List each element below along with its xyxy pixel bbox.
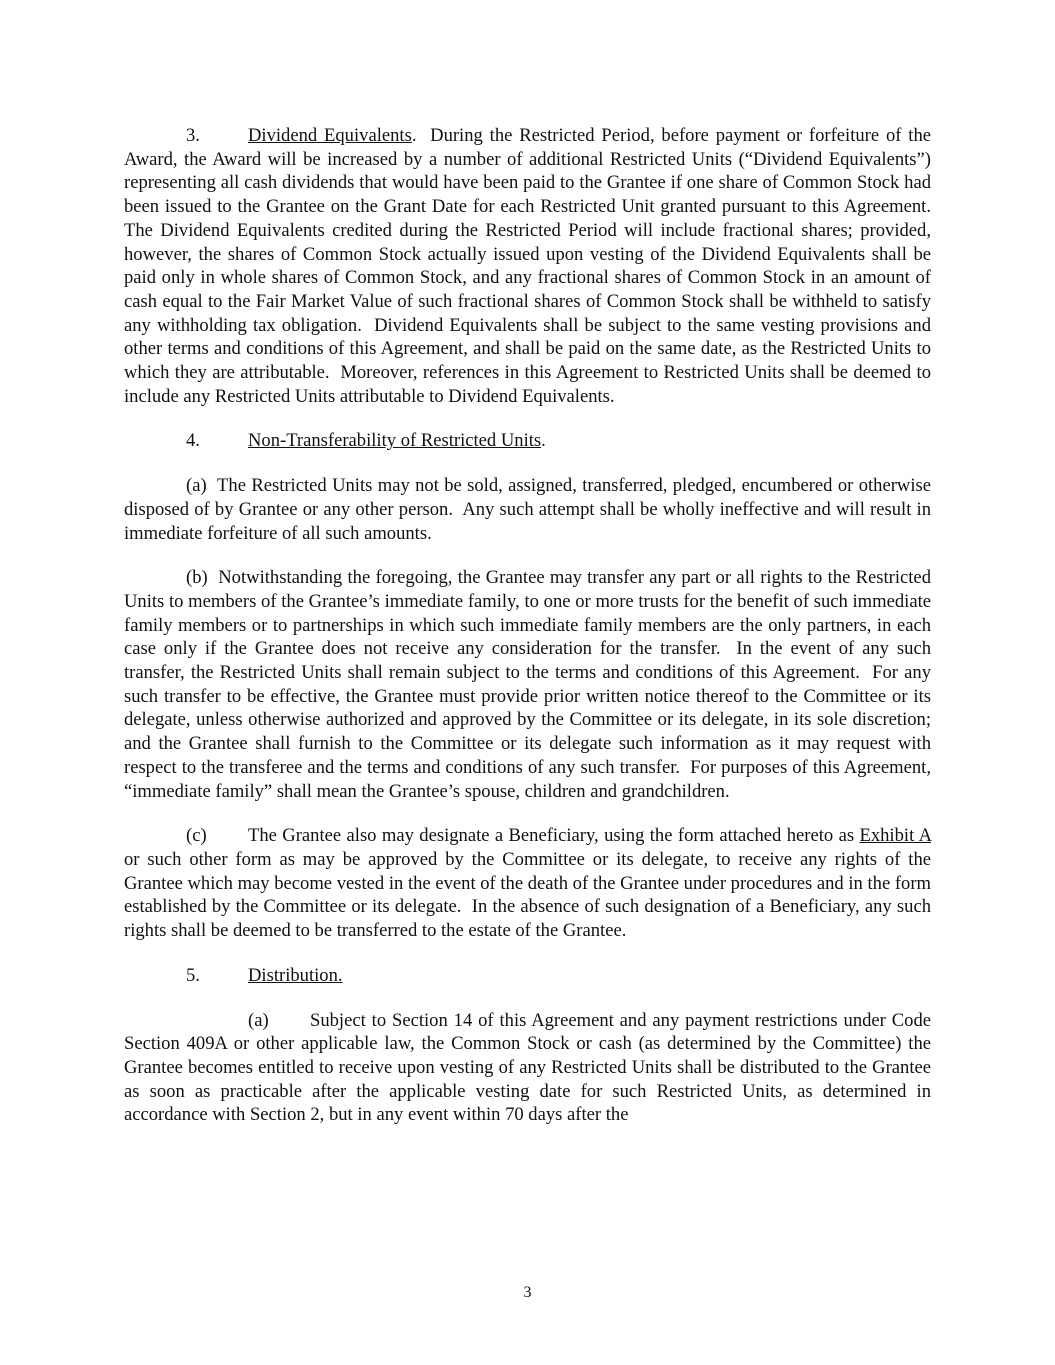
section-3-body: During the Restricted Period, before payment or forfeiture of the Award, the Award will be increased by a number of additional Restricted Units (“Dividend Equivalents”) representing all cash dividends that would have been paid to the Grantee if one share of Common Stock had been issued to the Grantee on the Grant Date for each Restricted Unit granted pursuant to this Agreement. The Dividend Equivalents credited during the Restricted Period will include fractional shares; provided, however, the shares of Common Stock actually issued upon vesting of the Dividend Equivalents shall be paid only in whole shares of Common Stock, and any fractional shares of Common Stock in an amount of cash equal to the Fair Market Value of such fractional shares of Common Stock shall be withheld to satisfy any withholding tax obligation. Dividend Equivalents shall be subject to the same vesting provisions and other terms and conditions of this Agreement, and shall be paid on the same date, as the Restricted Units to which they are attributable. Moreover, references in this Agreement to Restricted Units shall be deemed to include any Restricted Units attributable to Dividend Equivalents. xyxy=(124,125,941,407)
section-4c-label: (c) xyxy=(186,825,207,847)
section-4c-paragraph xyxy=(124,824,936,943)
section-5a-label: (a) xyxy=(248,1009,269,1031)
section-5-heading: Distribution. xyxy=(248,964,343,986)
section-3-paragraph xyxy=(124,124,941,408)
section-3-heading-punct: . xyxy=(411,125,417,146)
section-4c-lead: The Grantee also may designate a Beneficiary, using the form attached hereto as xyxy=(248,825,860,847)
section-4-heading: Non-Transferability of Restricted Units xyxy=(248,430,542,452)
section-5a-body: Subject to Section 14 of this Agreement and any payment restrictions under Code Section 409A or other applicable law, the Common Stock or cash (as determined by the Committee) the Grantee becomes entitled to receive upon vesting of any Restricted Units shall be distributed to the Grantee as soon as practicable after the applicable vesting date for such Restricted Units, as determined in accordance with Section 2, but in any event within 70 days after the xyxy=(124,1009,931,1126)
section-3-heading: Dividend Equivalents xyxy=(248,125,412,146)
section-5-number: 5. xyxy=(186,964,200,986)
section-4a-paragraph: (a) The Restricted Units may not be sold, assigned, transferred, pledged, encumbered or otherwise disposed of by Grantee or any other person. Any such attempt shall be wholly ineffective and will result in immediate forfeiture of all such amounts. xyxy=(124,475,936,544)
page-number: 3 xyxy=(523,1284,532,1301)
section-4-heading-punct: . xyxy=(541,430,546,452)
document-page xyxy=(124,124,941,1127)
section-4b-paragraph: (b) Notwithstanding the foregoing, the Grantee may transfer any part or all rights to the Restricted Units to members of the Grantee’s immediate family, to one or more trusts for the benefit of such immediate family members or to partnerships in which such immediate family members are the only partners, in each case only if the Grantee does not receive any consideration for the transfer. In the event of any such transfer, the Restricted Units shall remain subject to the terms and conditions of this Agreement. For any such transfer to be effective, the Grantee must provide prior written notice thereof to the Committee or its delegate, unless otherwise authorized and approved by the Committee or its delegate, in its sole discretion; and the Grantee shall furnish to the Committee or its delegate such information as it may request with respect to the transferee and the terms and conditions of any such transfer. For purposes of this Agreement, “immediate family” shall mean the Grantee’s spouse, children and grandchildren. xyxy=(124,567,936,802)
section-3-number: 3. xyxy=(186,125,200,146)
section-4-number: 4. xyxy=(186,430,200,452)
section-4c-rest: or such other form as may be approved by the Committee or its delegate, to receive any rights of the Grantee which may become vested in the event of the death of the Grantee under procedures and in the form established by the Committee or its delegate. In the absence of such designation of a Beneficiary, any such rights shall be deemed to be transferred to the estate of the Grantee. xyxy=(124,825,936,942)
section-5a-paragraph xyxy=(124,1009,931,1128)
section-5-heading-paragraph xyxy=(124,964,931,988)
section-4-heading-paragraph xyxy=(124,429,931,453)
exhibit-a-reference: Exhibit A xyxy=(859,825,931,847)
